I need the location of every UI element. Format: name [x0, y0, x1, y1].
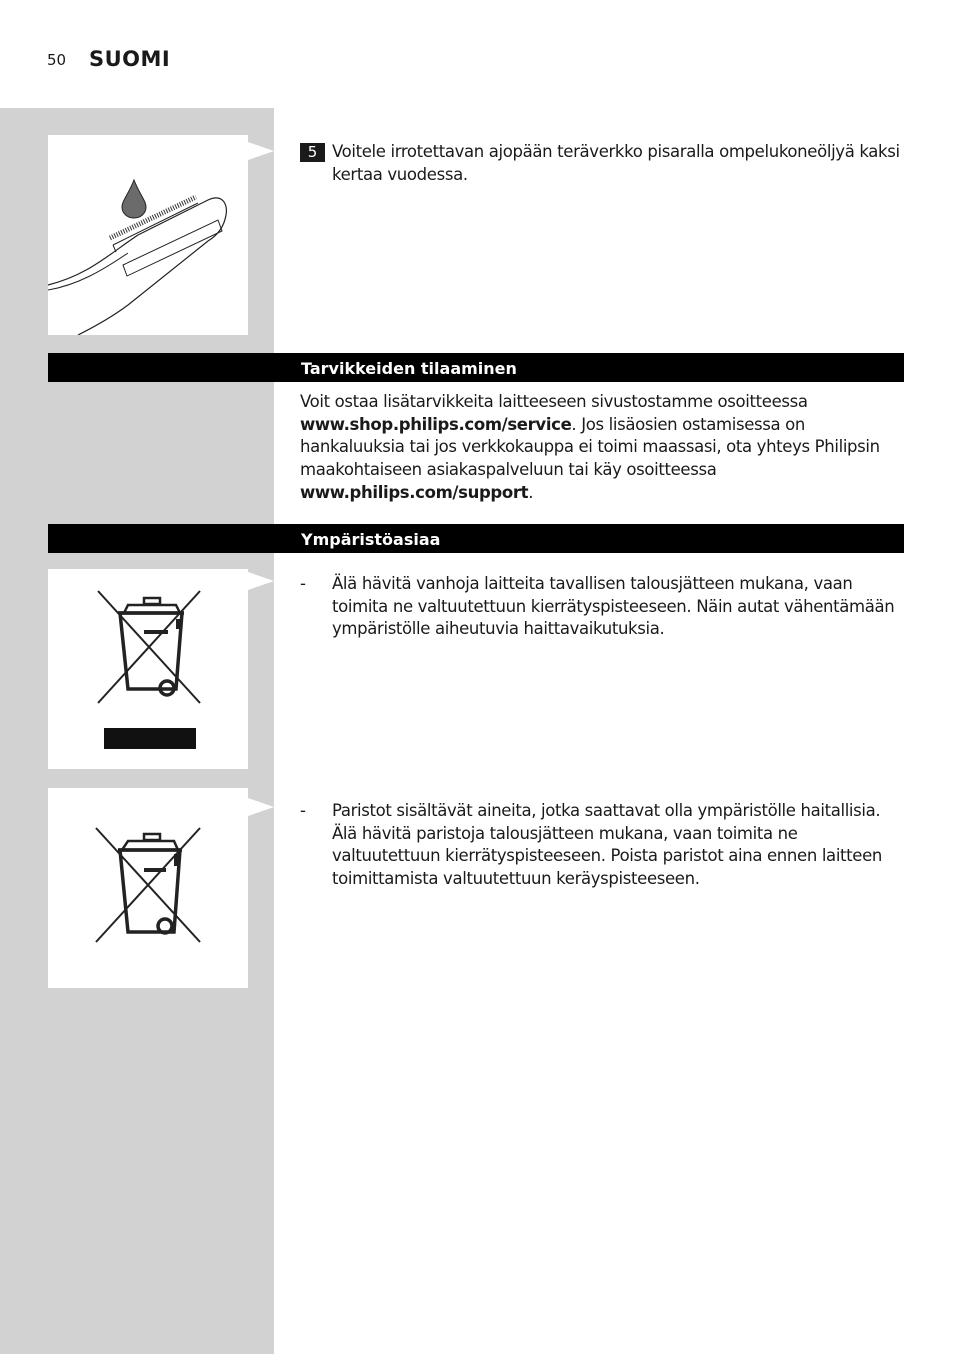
section-heading-environment: Ympäristöasiaa	[301, 530, 441, 549]
oil-drop-on-shaver-head-icon	[48, 135, 248, 335]
environment-bullet-1: Älä hävitä vanhoja laitteita tavallisen talousjätteen mukana, vaan toimita ne valtuutettuun kierrätyspisteeseen. Näin autat vähentämään ympäristölle aiheutuvia haittavaikutuksia.	[332, 574, 895, 639]
environment-bullet-2-line-1: Paristot sisältävät aineita, jotka saattavat olla ympäristölle haitallisia.	[332, 801, 881, 820]
crossed-out-wheelie-bin-with-bar-icon	[48, 569, 248, 769]
section-heading-bar	[48, 353, 904, 382]
figure-oil-shaver	[48, 135, 248, 335]
page-number: 50	[47, 51, 67, 69]
step-5-text: Voitele irrotettavan ajopään teräverkko pisaralla ompelukoneöljyä kaksi kertaa vuodessa.	[332, 142, 900, 184]
page-language-title: SUOMI	[89, 47, 171, 71]
section-heading-bar	[48, 524, 904, 553]
figure-pointer	[248, 142, 274, 160]
environment-bullet-2	[332, 800, 907, 891]
bullet-dash: -	[300, 801, 306, 820]
ordering-text-1: Voit ostaa lisätarvikkeita laitteeseen sivustostamme osoitteessa	[300, 392, 808, 411]
bullet-dash: -	[300, 574, 306, 593]
step-number-badge: 5	[300, 143, 325, 162]
crossed-out-wheelie-bin-icon	[48, 788, 248, 988]
ordering-paragraph	[300, 391, 906, 505]
ordering-text-3: .	[528, 482, 534, 502]
support-link[interactable]: www.philips.com/support	[300, 482, 529, 502]
section-heading-ordering: Tarvikkeiden tilaaminen	[301, 359, 517, 378]
figure-weee-bin	[48, 569, 248, 769]
ordering-text-2: . Jos lisäosien ostamisessa on hankaluuksia tai jos verkkokauppa ei toimi maassasi, ota yhteys Philipsin maakohtaiseen asiakaspalveluun tai käy osoitteessa	[300, 414, 880, 480]
figure-pointer	[248, 572, 274, 590]
figure-pointer	[248, 798, 274, 816]
figure-battery-bin	[48, 788, 248, 988]
shop-link[interactable]: www.shop.philips.com/service	[300, 414, 572, 434]
environment-bullet-2-line-2: Älä hävitä paristoja talousjätteen mukana, vaan toimita ne valtuutettuun kierrätyspisteeseen. Poista paristot aina ennen laitteen toimittamista valtuutettuun keräyspisteeseen.	[332, 823, 883, 889]
